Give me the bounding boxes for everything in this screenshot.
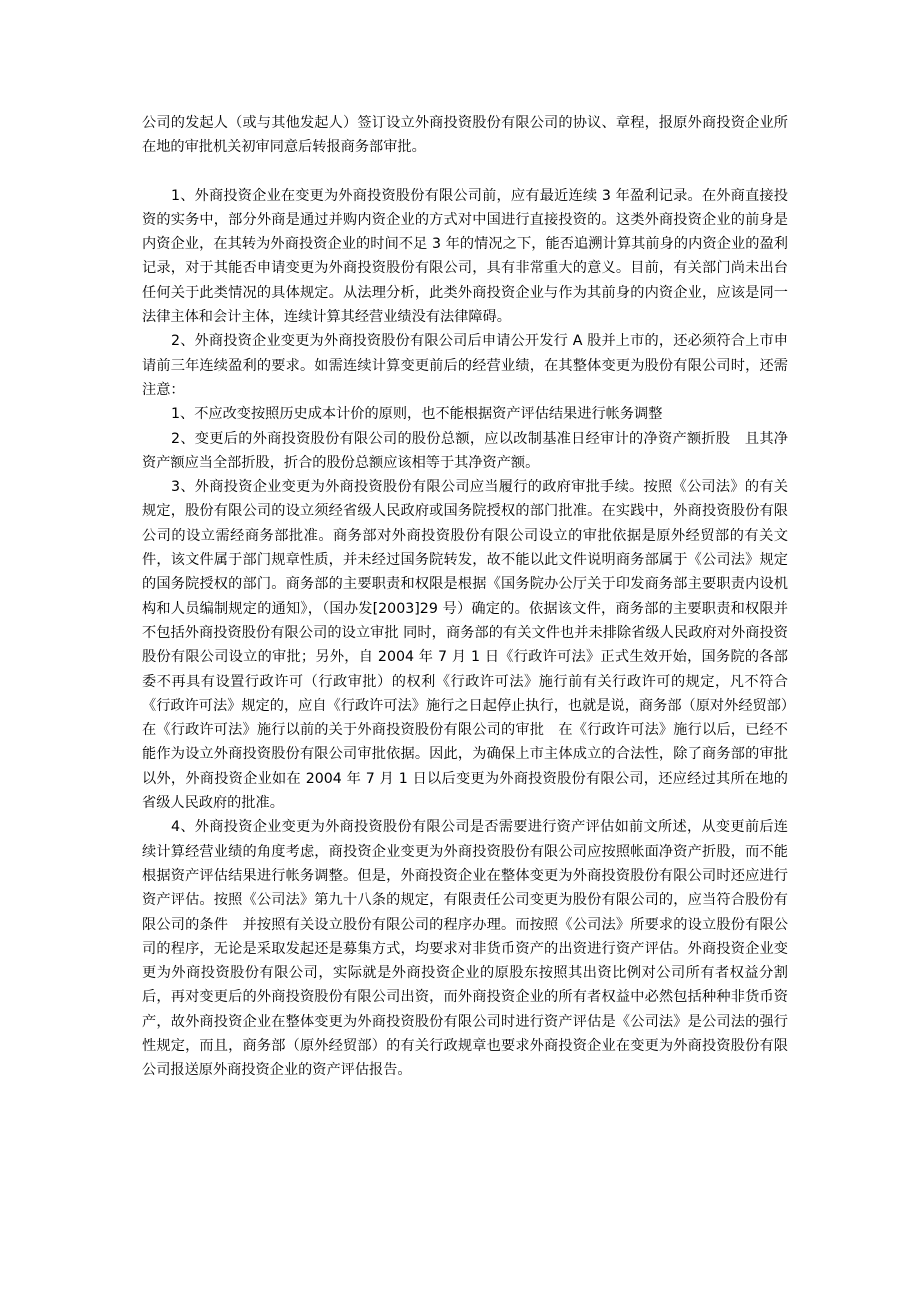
paragraph-point-2: 2、外商投资企业变更为外商投资股份有限公司后申请公开发行 A 股并上市的，还必须符合上市申请前三年连续盈利的要求。如需连续计算变更前后的经营业绩，在其整体变更为股份有限公司时，还需注意： [142,333,788,398]
paragraph-subpoint-2: 2、变更后的外商投资股份有限公司的股份总额，应以改制基准日经审计的净资产额折股 且其净资产额应当全部折股，折合的股份总额应该相等于其净资产额。 [142,430,788,471]
paragraph-subpoint-1: 1、不应改变按照历史成本计价的原则，也不能根据资产评估结果进行帐务调整 [171,406,663,423]
paragraph-intro: 公司的发起人（或与其他发起人）签订设立外商投资股份有限公司的协议、章程，报原外商投资企业所在地的审批机关初审同意后转报商务部审批。 [142,115,788,156]
paragraph-point-1: 1、外商投资企业在变更为外商投资股份有限公司前，应有最近连续 3 年盈利记录。在外商直接投资的实务中，部分外商是通过并购内资企业的方式对中国进行直接投资的。这类外商投资企业的前身是内资企业，在其转为外商投资企业的时间不足 3 年的情况之下，能否追溯计算其前身的内资企业的盈利记录，对于其能否申请变更为外商投资股份有限公司，具有非常重大的意义。目前，有关部门尚未出台任何关于此类情况的具体规定。从法理分析，此类外商投资企业与作为其前身的内资企业，应该是同一法律主体和会计主体，连续计算其经营业绩没有法律障碍。 [142,187,788,326]
paragraph-point-3: 3、外商投资企业变更为外商投资股份有限公司应当履行的政府审批手续。按照《公司法》的有关规定，股份有限公司的设立须经省级人民政府或国务院授权的部门批准。在实践中，外商投资股份有限公司的设立需经商务部批准。商务部对外商投资股份有限公司设立的审批依据是原外经贸部的有关文件，该文件属于部门规章性质，并未经过国务院转发，故不能以此文件说明商务部属于《公司法》规定的国务院授权的部门。商务部的主要职责和权限是根据《国务院办公厅关于印发商务部主要职责内设机构和人员编制规定的通知》，（国办发[2003]29 号）确定的。依据该文件，商务部的主要职责和权限并不包括外商投资股份有限公司的设立审批 同时，商务部的有关文件也并未排除省级人民政府对外商投资股份有限公司设立的审批；另外，自 2004 年 7 月 1 日《行政许可法》正式生效开始，国务院的各部委不再具有设置行政许可（行政审批）的权利《行政许可法》施行前有关行政许可的规定，凡不符合《行政许可法》规定的，应自《行政许可法》施行之日起停止执行，也就是说，商务部（原对外经贸部）在《行政许可法》施行以前的关于外商投资股份有限公司的审批 在《行政许可法》施行以后，已经不能作为设立外商投资股份有限公司审批依据。因此，为确保上市主体成立的合法性，除了商务部的审批以外，外商投资企业如在 2004 年 7 月 1 日以后变更为外商投资股份有限公司，还应经过其所在地的省级人民政府的批准。 [142,479,788,812]
document-body [142,111,788,1083]
paragraph-point-4: 4、外商投资企业变更为外商投资股份有限公司是否需要进行资产评估如前文所述，从变更前后连续计算经营业绩的角度考虑，商投资企业变更为外商投资股份有限公司应按照帐面净资产折股，而不能根据资产评估结果进行帐务调整。但是，外商投资企业在整体变更为外商投资股份有限公司时还应进行资产评估。按照《公司法》第九十八条的规定，有限责任公司变更为股份有限公司的，应当符合股份有限公司的条件 并按照有关设立股份有限公司的程序办理。而按照《公司法》所要求的设立股份有限公司的程序，无论是采取发起还是募集方式，均要求对非货币资产的出资进行资产评估。外商投资企业变更为外商投资股份有限公司，实际就是外商投资企业的原股东按照其出资比例对公司所有者权益分割后，再对变更后的外商投资股份有限公司出资，而外商投资企业的所有者权益中必然包括种种非货币资产，故外商投资企业在整体变更为外商投资股份有限公司时进行资产评估是《公司法》是公司法的强行性规定，而且，商务部（原外经贸部）的有关行政规章也要求外商投资企业在变更为外商投资股份有限公司报送原外商投资企业的资产评估报告。 [142,819,788,1079]
